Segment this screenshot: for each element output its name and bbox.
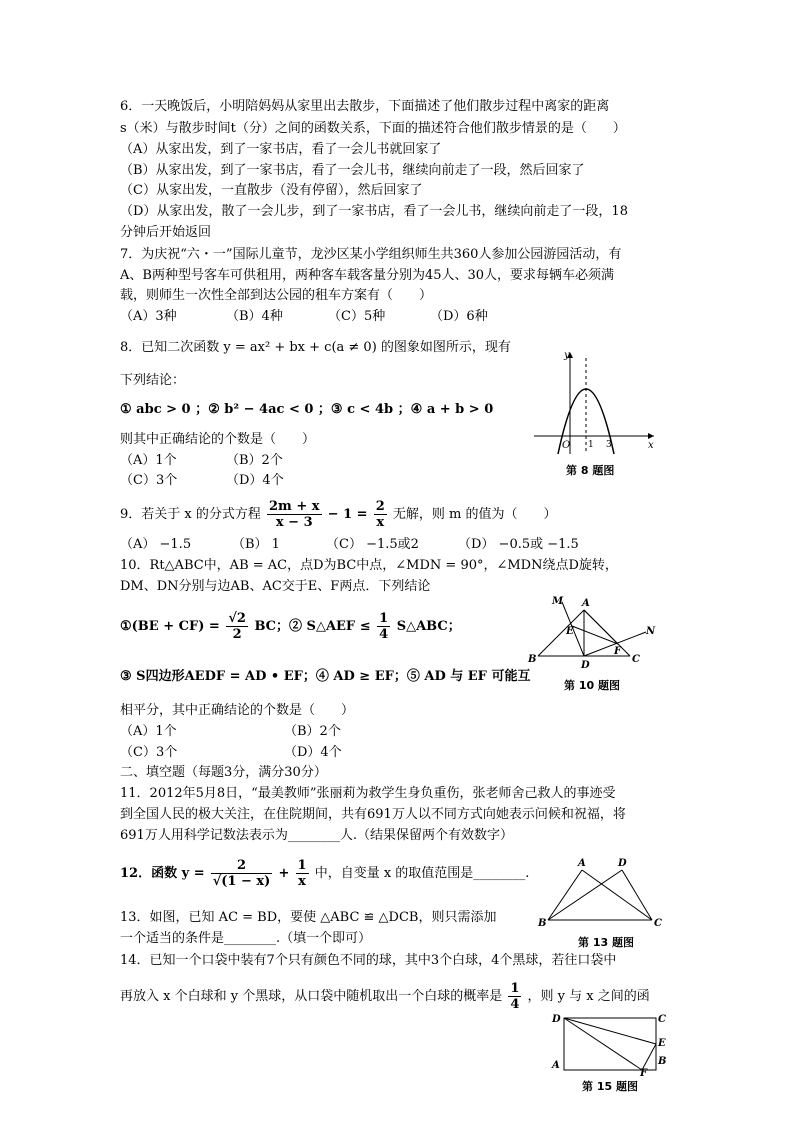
q9-option-d: （D） −0.5或 −1.5 [458,537,579,552]
q7-stem-line1: 7．为庆祝“六・一”国际儿童节，龙沙区某小学组织师生共360人参加公园游园活动，有 [120,247,622,262]
label-c: C [632,654,640,665]
x-label: x [648,440,654,451]
q10-fraction-2 [377,611,390,642]
q8-stem-line1: 8．已知二次函数 y = ax² + bx + c(a ≠ 0) 的图象如图所示，现有 [120,340,511,355]
q14-line2-post: ，则 y 与 x 之间的函 [527,989,650,1004]
label-a: A [582,598,590,609]
q9-frac1-den: x − 3 [275,515,313,530]
q14-frac-num: 1 [510,981,520,996]
q12-frac2-den: x [298,874,306,889]
q9-option-b: （B） 1 [232,537,280,552]
q13-figure-caption: 第 13 题图 [578,936,634,949]
q15-rectangle-figure [546,1010,672,1076]
q10-stem-line1: 10．Rt△ABC中，AB = AC，点D为BC中点，∠MDN = 90°，∠MDN绕点D旋转， [120,558,618,573]
q10-frac2-den: 4 [379,627,389,642]
q6-option-c: （C）从家出发，一直散步（没有停留），然后回家了 [120,183,423,198]
q10-option-d: （D）4个 [284,745,342,760]
side-ab [538,610,584,656]
q6-stem-line1: 6．一天晚饭后，小明陪妈妈从家里出去散步，下面描述了他们散步过程中离家的距离 [120,99,610,114]
label-a: A [552,1060,560,1071]
q14-line2 [120,980,650,1014]
q8-option-a: （A）1个 [120,453,177,468]
label-a: A [578,858,586,869]
q7-option-a: （A）3种 [120,309,177,324]
segment-df [564,1018,642,1070]
q9-option-a: （A） −1.5 [120,537,192,552]
segment-ef [572,626,618,644]
q10-stem-line2: DM、DN分别与边AB、AC交于E、F两点．下列结论 [120,579,431,594]
segment-de [564,1018,656,1044]
q10-option-a: （A）1个 [120,724,177,739]
q9-frac2-num: 2 [375,499,385,514]
q12-post: 中，自变量 x 的取值范围是________. [314,866,530,881]
segment-ef [642,1044,656,1070]
section-2-title: 二、填空题（每题3分，满分30分） [120,765,327,780]
q11-line3: 691万人用科学记数法表示为________人.（结果保留两个有效数字） [120,828,513,843]
q14-fraction [508,981,521,1012]
q10-frac1-den: 2 [232,627,242,642]
tick-3-label: 3 [606,440,612,450]
q8-figure-caption: 第 8 题图 [566,464,615,477]
q9-stem-post: 无解，则 m 的值为（ ） [392,507,557,522]
q13-line1: 13．如图，已知 AC = BD，要使 △ABC ≌ △DCB，则只需添加 [120,910,497,925]
q12-frac1-num: 2 [211,858,273,874]
q15-figure-caption: 第 15 题图 [582,1080,638,1093]
label-e: E [566,626,574,637]
label-f: F [640,1068,648,1076]
q8-option-c: （C）3个 [120,473,178,488]
q6-stem-line2: s（米）与散步时间t（分）之间的函数关系，下面的描述符合他们散步情景的是（ ） [120,121,626,136]
q10-c1-post: BC；② S△AEF ≤ [254,619,371,634]
q10-option-c: （C）3个 [120,745,178,760]
q10-option-b: （B）2个 [284,724,341,739]
x-axis-arrow-icon [648,433,654,439]
q9-fraction-2 [374,499,387,530]
q9-mid: − 1 = [327,507,368,522]
q10-figure-caption: 第 10 题图 [564,679,620,692]
label-b: B [528,654,537,665]
segment-bd [548,870,622,920]
q7-option-c: （C）5种 [328,309,386,324]
q7-option-d: （D）6种 [430,309,488,324]
q10-conclusions-3-5: ③ S四边形AEDF = AD • EF；④ AD ≥ EF；⑤ AD 与 EF 可能互 [120,669,531,684]
q10-frac2-num: 1 [379,611,389,626]
q6-option-a: （A）从家出发，到了一家书店，看了一会儿书就回家了 [120,142,442,157]
q9-stem [120,498,556,532]
label-d: D [581,660,590,671]
segment-ba [548,870,582,920]
label-c: C [658,1014,666,1025]
q12-frac1-den: √(1 − x) [212,874,271,889]
q8-option-b: （B）2个 [226,453,283,468]
q8-stem-line2: 下列结论： [120,373,186,388]
label-e: E [658,1038,666,1049]
q7-stem-line3: 载，则师生一次性全部到达公园的租车方案有（ ） [120,288,433,303]
label-d: D [618,858,627,869]
q14-frac-den: 4 [510,997,520,1012]
q12-plus: + [278,866,290,881]
q10-triangle-figure [522,590,662,672]
label-b: B [658,1056,667,1067]
q14-line2-pre: 再放入 x 个白球和 y 个黑球，从口袋中随机取出一个白球的概率是 [120,989,503,1004]
q11-line1: 11．2012年5月8日，“最美教师”张丽莉为救学生身负重伤，张老师舍己救人的事迹受 [120,786,616,801]
q11-line2: 到全国人民的极大关注，在住院期间，共有691万人以不同方式向她表示问候和祝福，将 [120,807,626,822]
rectangle-abcd [564,1018,656,1070]
label-n: N [646,626,656,637]
q12-fraction-1 [211,858,273,889]
q8-option-d: （D）4个 [226,473,284,488]
q10-fraction-1 [226,611,248,642]
q8-conclusions: ① abc > 0 ；② b² − 4ac < 0 ；③ c < 4b ；④ a + b > 0 [120,402,494,417]
q6-option-d-line1: （D）从家出发，散了一会儿步，到了一家书店，看了一会儿书，继续向前走了一段，18 [120,204,628,219]
q6-option-d-line2: 分钟后开始返回 [120,225,212,240]
label-m: M [552,596,564,607]
segment-ac [582,870,652,920]
q9-frac2-den: x [376,515,385,530]
q7-option-b: （B）4种 [226,309,283,324]
q9-frac1-num: 2m + x [269,499,320,514]
segment-dc [622,870,652,920]
q13-line2: 一个适当的条件是________.（填一个即可） [120,931,372,946]
segment-ae [584,610,618,644]
label-b: B [538,918,547,929]
q12-stem [120,856,529,892]
q10-stem-line4: 相平分，其中正确结论的个数是（ ） [120,703,355,718]
tick-1-label: 1 [588,440,594,450]
origin-label: O [562,440,571,451]
q6-option-b: （B）从家出发，到了一家书店，看了一会儿书，继续向前走了一段，然后回家了 [120,163,585,178]
label-c: C [654,918,662,929]
q12-pre: 12．函数 y = [120,866,205,881]
q8-parabola-figure [530,348,660,458]
y-label: y [564,350,570,361]
q10-frac1-num: √2 [228,611,246,626]
q12-fraction-2 [296,858,309,889]
q9-stem-pre: 9．若关于 x 的分式方程 [120,507,261,522]
q10-c1-pre: ①(BE + CF) = [120,619,220,634]
label-f: F [614,646,622,657]
q10-conclusions-1-2 [120,610,461,644]
q10-c1-tail: S△ABC； [396,619,461,634]
q13-figure [536,854,666,930]
label-d: D [552,1014,561,1025]
q14-line1: 14．已知一个口袋中装有7个只有颜色不同的球，其中3个白球，4个黑球，若往口袋中 [120,953,617,968]
q8-stem-line4: 则其中正确结论的个数是（ ） [120,432,316,447]
q9-option-c: （C） −1.5或2 [326,537,419,552]
q9-fraction-1 [267,499,322,530]
q7-stem-line2: A、B两种型号客车可供租用，两种客车载客量分别为45人、30人，要求每辆车必须满 [120,268,615,283]
q12-frac2-num: 1 [297,858,307,873]
